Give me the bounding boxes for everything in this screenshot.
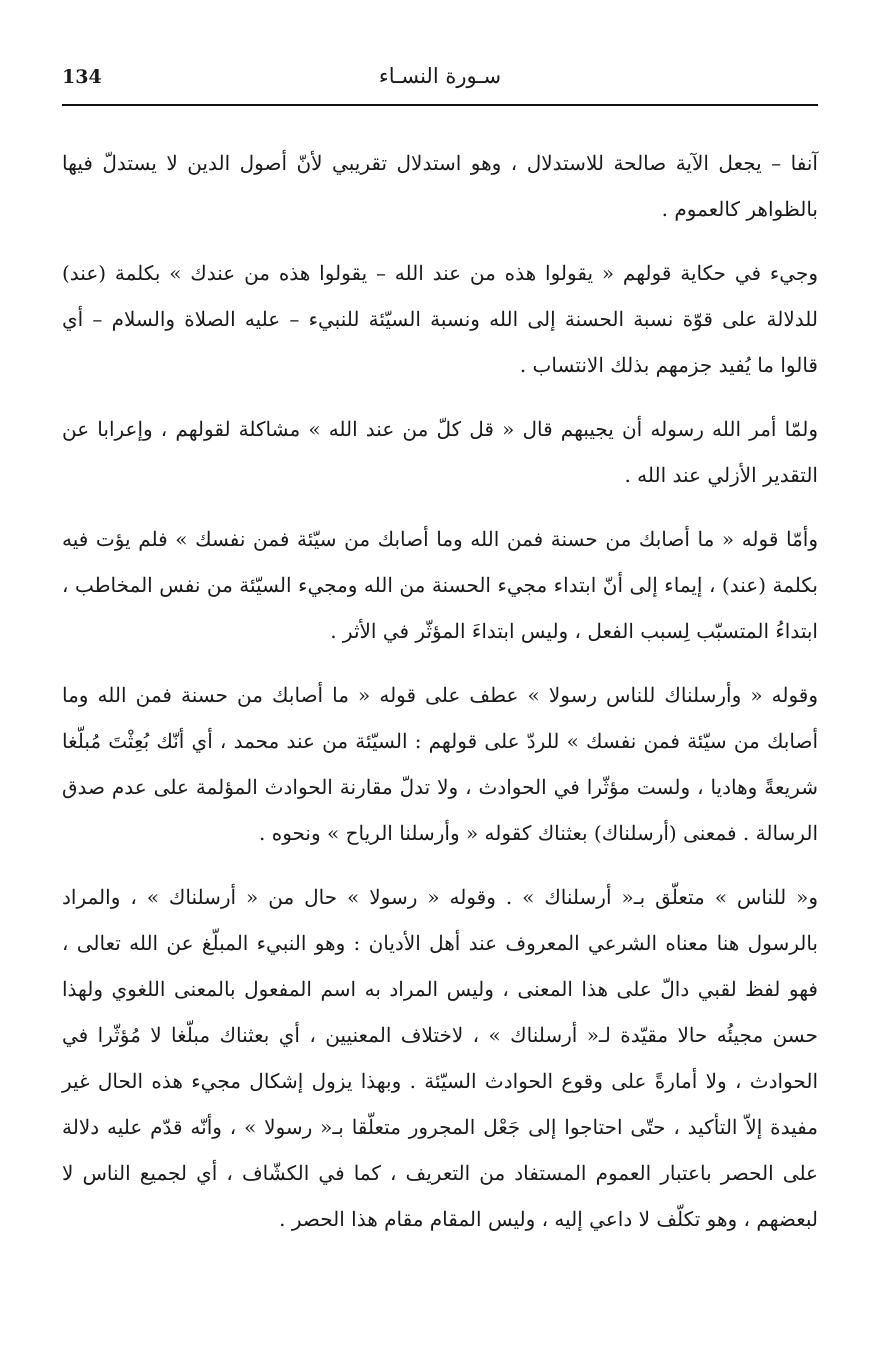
paragraph-2: وجيء في حكاية قولهم « يقولوا هذه من عند الله – يقولوا هذه من عندك » بكلمة (عند) للدلالة على قوّة نسبة الحسنة إلى الله ونسبة السيّئة للنبيء – عليه الصلاة والسلام – أي قالوا ما يُفيد جزمهم بذلك الانتساب . [62,261,818,377]
running-title: سـورة النسـاء [378,64,502,88]
page-header [62,58,818,102]
paragraph-5: وقوله « وأرسلناك للناس رسولا » عطف على قوله « ما أصابك من حسنة فمن الله وما أصابك من سيّئة فمن نفسك » للردّ على قولهم : السيّئة من عند محمد ، أي أنّك بُعِثْتَ مُبلّغا شريعةً وهاديا ، ولست مؤثّرا في الحوادث ، ولا تدلّ مقارنة الحوادث المؤلمة على عدم صدق الرسالة . فمعنى (أرسلناك) بعثناك كقوله « وأرسلنا الرياح » ونحوه . [62,683,818,845]
paragraph-4: وأمّا قوله « ما أصابك من حسنة فمن الله وما أصابك من سيّئة فمن نفسك » فلم يؤت فيه بكلمة (عند) ، إيماء إلى أنّ ابتداء مجيء الحسنة من الله ومجيء السيّئة من نفس المخاطب ، ابتداءُ المتسبّب لِسبب الفعل ، وليس ابتداءَ المؤثّر في الأثر . [62,527,818,643]
page-number: 134 [62,66,102,88]
paragraph-6: و« للناس » متعلّق بـ« أرسلناك » . وقوله « رسولا » حال من « أرسلناك » ، والمراد بالرسول هنا معناه الشرعي المعروف عند أهل الأديان : وهو النبيء المبلّغ عن الله تعالى ، فهو لفظ لقبي دالّ على هذا المعنى ، وليس المراد به اسم المفعول بالمعنى اللغوي ولهذا حسن مجيئُه حالا مقيّدة لـ« أرسلناك » ، لاختلاف المعنيين ، أي بعثناك مبلّغا لا مُؤثّرا في الحوادث ، ولا أمارةً على وقوع الحوادث السيّئة . وبهذا يزول إشكال مجيء هذه الحال غير مفيدة إلاّ التأكيد ، حتّى احتاجوا إلى جَعْل المجرور متعلّقا بـ« رسولا » ، وأنّه قدّم عليه دلالة على الحصر باعتبار العموم المستفاد من التعريف ، كما في الكشّاف ، أي لجميع الناس لا لبعضهم ، وهو تكلّف لا داعي إليه ، وليس المقام مقام هذا الحصر . [62,885,819,1231]
header-rule [62,104,818,106]
paragraph-1: آنفا – يجعل الآية صالحة للاستدلال ، وهو استدلال تقريبي لأنّ أصول الدين لا يستدلّ فيها بالظواهر كالعموم . [62,151,818,221]
paragraph-3: ولمّا أمر الله رسوله أن يجيبهم قال « قل كلّ من عند الله » مشاكلة لقولهم ، وإعرابا عن التقدير الأزلي عند الله . [62,417,818,487]
page-body [62,140,818,1260]
